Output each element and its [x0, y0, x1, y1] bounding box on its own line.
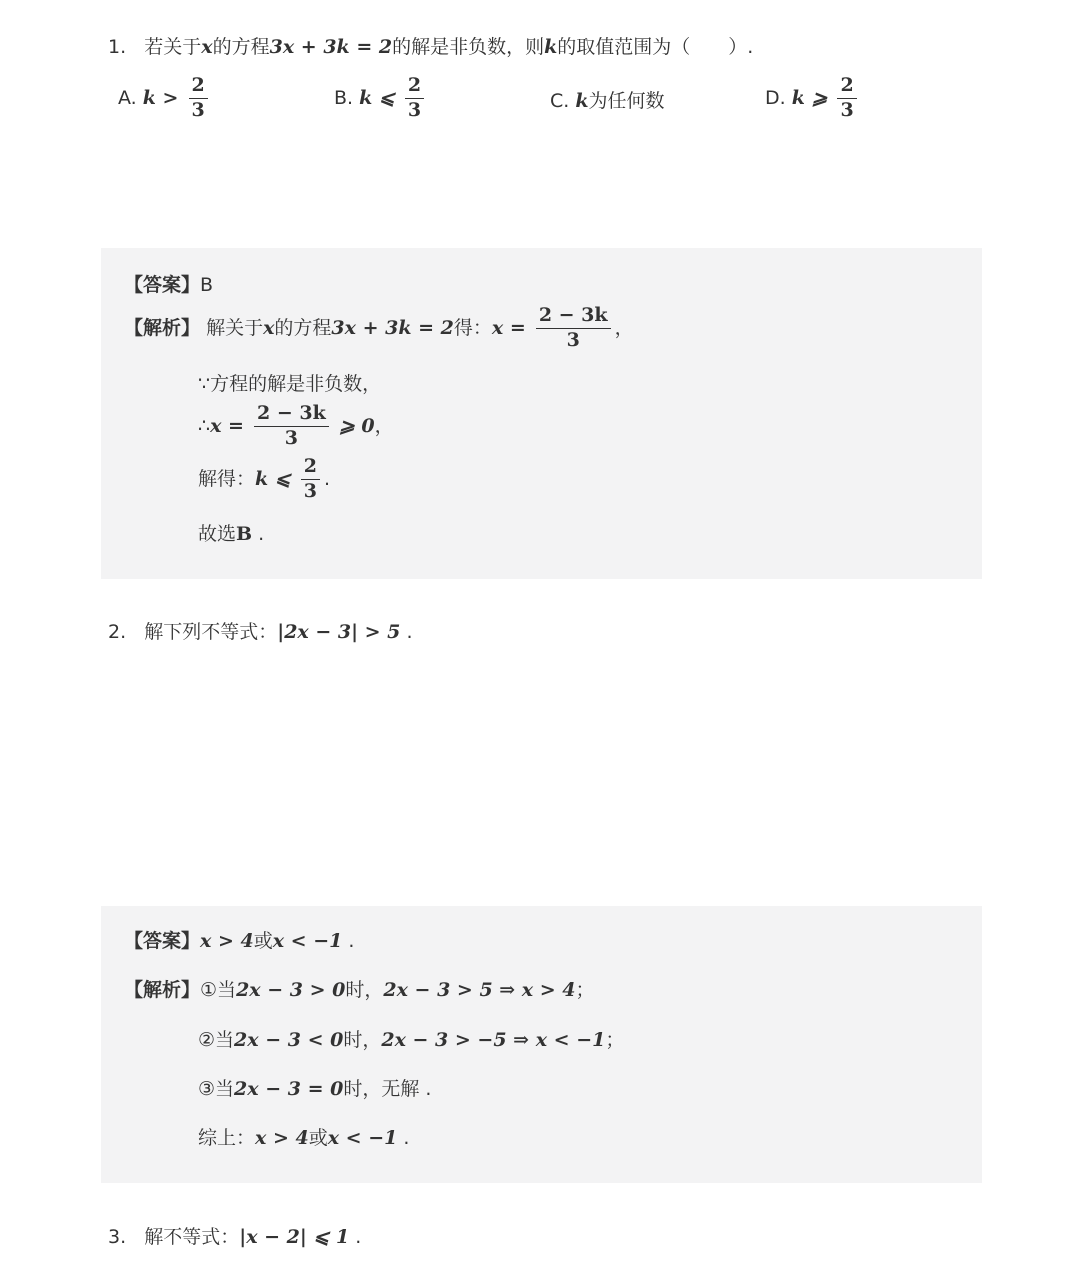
inequality: |x − 2| ⩽ 1 — [239, 1226, 350, 1248]
question-number: 2. — [108, 621, 127, 643]
option-a[interactable]: A. k > $\frac{2}{3}$ — [118, 76, 212, 121]
answer-label: 【答案】 — [124, 274, 201, 296]
option-b[interactable]: B. k ⩽ $\frac{2}{3}$ — [334, 76, 428, 121]
question-number: 3. — [108, 1226, 127, 1248]
analysis-case-2: ②当2x − 3 < 0时，2x − 3 > −5 ⇒ x < −1； — [198, 1029, 625, 1051]
analysis-line-1: 【解析】 解关于x的方程3x + 3k = 2得：x = $\frac{2 - 3k}{3}$ ， — [124, 304, 634, 351]
analysis-line-3: ∴x = $\frac{2 - 3k}{3}$ ⩾ 0， — [198, 402, 394, 449]
fraction: $\frac{2 - 3k}{3}$ — [536, 306, 611, 351]
fraction: $\frac{2 - 3k}{3}$ — [254, 404, 329, 449]
analysis-line-2: ∵方程的解是非负数， — [198, 373, 382, 395]
analysis-summary: 综上：x > 4或x < −1 . — [198, 1127, 410, 1149]
question-number: 1. — [108, 36, 127, 58]
analysis-label: 【解析】 — [124, 979, 201, 1001]
equation: 3x + 3k = 2 — [269, 36, 393, 58]
inequality: |2x − 3| > 5 — [277, 621, 401, 643]
analysis-label: 【解析】 — [124, 316, 201, 339]
answer-line: 【答案】x > 4或x < −1 . — [124, 930, 355, 952]
analysis-line-5: 故选B . — [198, 523, 265, 545]
fraction: $\frac{2}{3}$ — [189, 76, 208, 121]
question-3-stem: 3. 解不等式：|x − 2| ⩽ 1 . — [108, 1226, 362, 1248]
question-2-stem: 2. 解下列不等式：|2x − 3| > 5 . — [108, 621, 413, 643]
option-d[interactable]: D. k ⩾ $\frac{2}{3}$ — [765, 76, 861, 121]
analysis-line-4: 解得：k ⩽ $\frac{2}{3}$ . — [198, 455, 331, 502]
answer-value: B — [200, 274, 214, 296]
fraction: $\frac{2}{3}$ — [301, 457, 320, 502]
option-c[interactable]: C. k为任何数 — [550, 90, 665, 112]
analysis-case-1: 【解析】①当2x − 3 > 0时，2x − 3 > 5 ⇒ x > 4； — [124, 979, 595, 1001]
analysis-case-3: ③当2x − 3 = 0时，无解 . — [198, 1078, 432, 1100]
answer-label: 【答案】 — [124, 930, 201, 952]
answer-line — [124, 276, 213, 295]
fraction: $\frac{2}{3}$ — [837, 76, 856, 121]
question-1-stem: 1. 若关于x的方程3x + 3k = 2的解是非负数，则k的取值范围为（ ）. — [108, 36, 754, 58]
fraction: $\frac{2}{3}$ — [405, 76, 424, 121]
